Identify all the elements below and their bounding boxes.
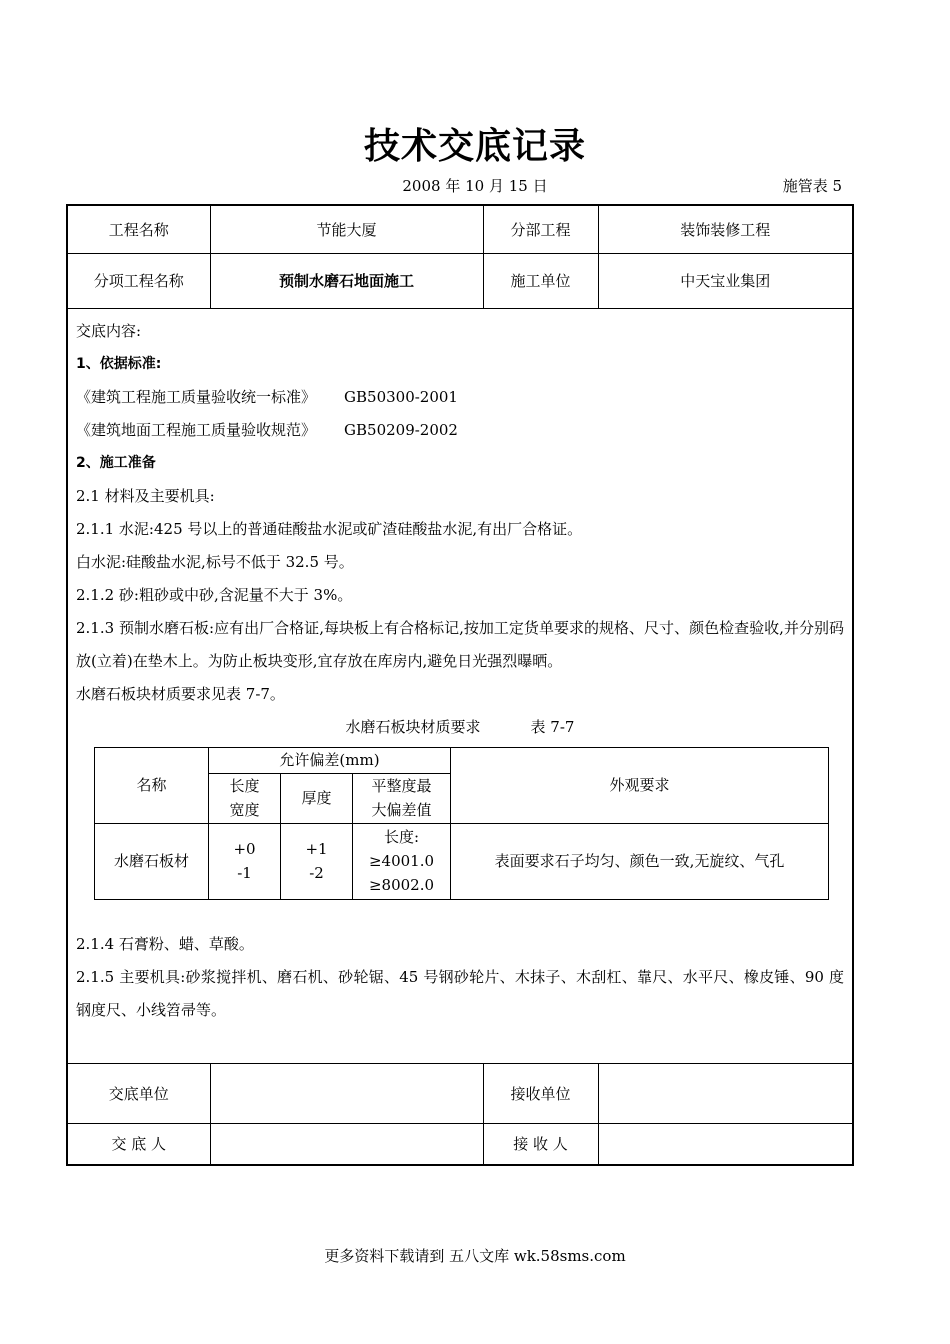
row-length-width: +0 -1	[209, 823, 281, 899]
paragraph: 2.1.5 主要机具:砂浆搅拌机、磨石机、砂轮锯、45 号钢砂轮片、木抹子、木刮杠、靠尺、水平尺、橡皮锤、90 度钢度尺、小线笤帚等。	[76, 967, 844, 1019]
standard-1-name: 《建筑工程施工质量验收统一标准》	[76, 387, 317, 406]
issuer-label: 交 底 人	[67, 1123, 210, 1165]
footer-link[interactable]: 更多资料下载请到 五八文库 wk.58sms.com	[324, 1247, 626, 1265]
row-appearance: 表面要求石子均匀、颜色一致,无旋纹、气孔	[451, 823, 829, 899]
standard-2	[76, 414, 844, 447]
subitem-label: 分项工程名称	[67, 253, 210, 308]
issuer-value	[210, 1123, 483, 1165]
standard-2-name: 《建筑地面工程施工质量验收规范》	[76, 420, 317, 439]
paragraph: 2.1 材料及主要机具:	[76, 486, 215, 505]
receiver-unit-value	[598, 1063, 853, 1123]
section-1-title: 1、依据标准:	[76, 355, 162, 372]
receiver-value	[598, 1123, 853, 1165]
paragraph: 水磨石板块材质要求见表 7-7。	[76, 684, 285, 703]
standard-1-code: GB50300-2001	[344, 387, 458, 406]
record-table	[66, 204, 854, 1166]
col-header-flatness: 平整度最 大偏差值	[353, 773, 451, 823]
section-2-title: 2、施工准备	[76, 454, 156, 471]
page-title: 技术交底记录	[363, 126, 586, 167]
issuer-unit-label: 交底单位	[67, 1063, 210, 1123]
col-header-name: 名称	[95, 747, 209, 823]
content-cell	[67, 308, 853, 1063]
standard-2-code: GB50209-2002	[344, 420, 458, 439]
paragraph: 2.1.1 水泥:425 号以上的普通硅酸盐水泥或矿渣硅酸盐水泥,有出厂合格证。	[76, 519, 583, 538]
standard-1	[76, 381, 844, 414]
paragraph: 白水泥:硅酸盐水泥,标号不低于 32.5 号。	[76, 552, 354, 571]
table-caption-number: 表 7-7	[530, 717, 575, 736]
paragraph: 2.1.3 预制水磨石板:应有出厂合格证,每块板上有合格标记,按加工定货单要求的规格、尺寸、颜色检查验收,并分别码放(立着)在垫木上。为防止板块变形,宜存放在库房内,避免日光强烈曝晒。	[76, 618, 844, 670]
construction-unit-value: 中天宝业集团	[598, 253, 853, 308]
subitem-value: 预制水磨石地面施工	[210, 253, 483, 308]
construction-unit-label: 施工单位	[483, 253, 598, 308]
content-intro: 交底内容:	[76, 321, 142, 340]
record-date: 2008 年 10 月 15 日	[402, 177, 548, 195]
col-header-thickness: 厚度	[281, 773, 353, 823]
row-name: 水磨石板材	[95, 823, 209, 899]
material-requirements-table	[94, 747, 829, 900]
row-flatness: 长度: ≥4001.0 ≥8002.0	[353, 823, 451, 899]
receiver-label: 接 收 人	[483, 1123, 598, 1165]
form-number: 施管表 5	[782, 177, 842, 195]
receiver-unit-label: 接收单位	[483, 1063, 598, 1123]
issuer-unit-value	[210, 1063, 483, 1123]
row-thickness: +1 -2	[281, 823, 353, 899]
division-label: 分部工程	[483, 205, 598, 253]
table-caption-title: 水磨石板块材质要求	[345, 717, 481, 736]
table-caption	[76, 713, 844, 741]
division-value: 装饰装修工程	[598, 205, 853, 253]
project-name-label: 工程名称	[67, 205, 210, 253]
col-header-tolerance: 允许偏差(mm)	[209, 747, 451, 773]
col-header-length-width: 长度 宽度	[209, 773, 281, 823]
col-header-appearance: 外观要求	[451, 747, 829, 823]
paragraph: 2.1.2 砂:粗砂或中砂,含泥量不大于 3%。	[76, 585, 353, 604]
project-name-value: 节能大厦	[210, 205, 483, 253]
paragraph: 2.1.4 石膏粉、蜡、草酸。	[76, 934, 254, 953]
